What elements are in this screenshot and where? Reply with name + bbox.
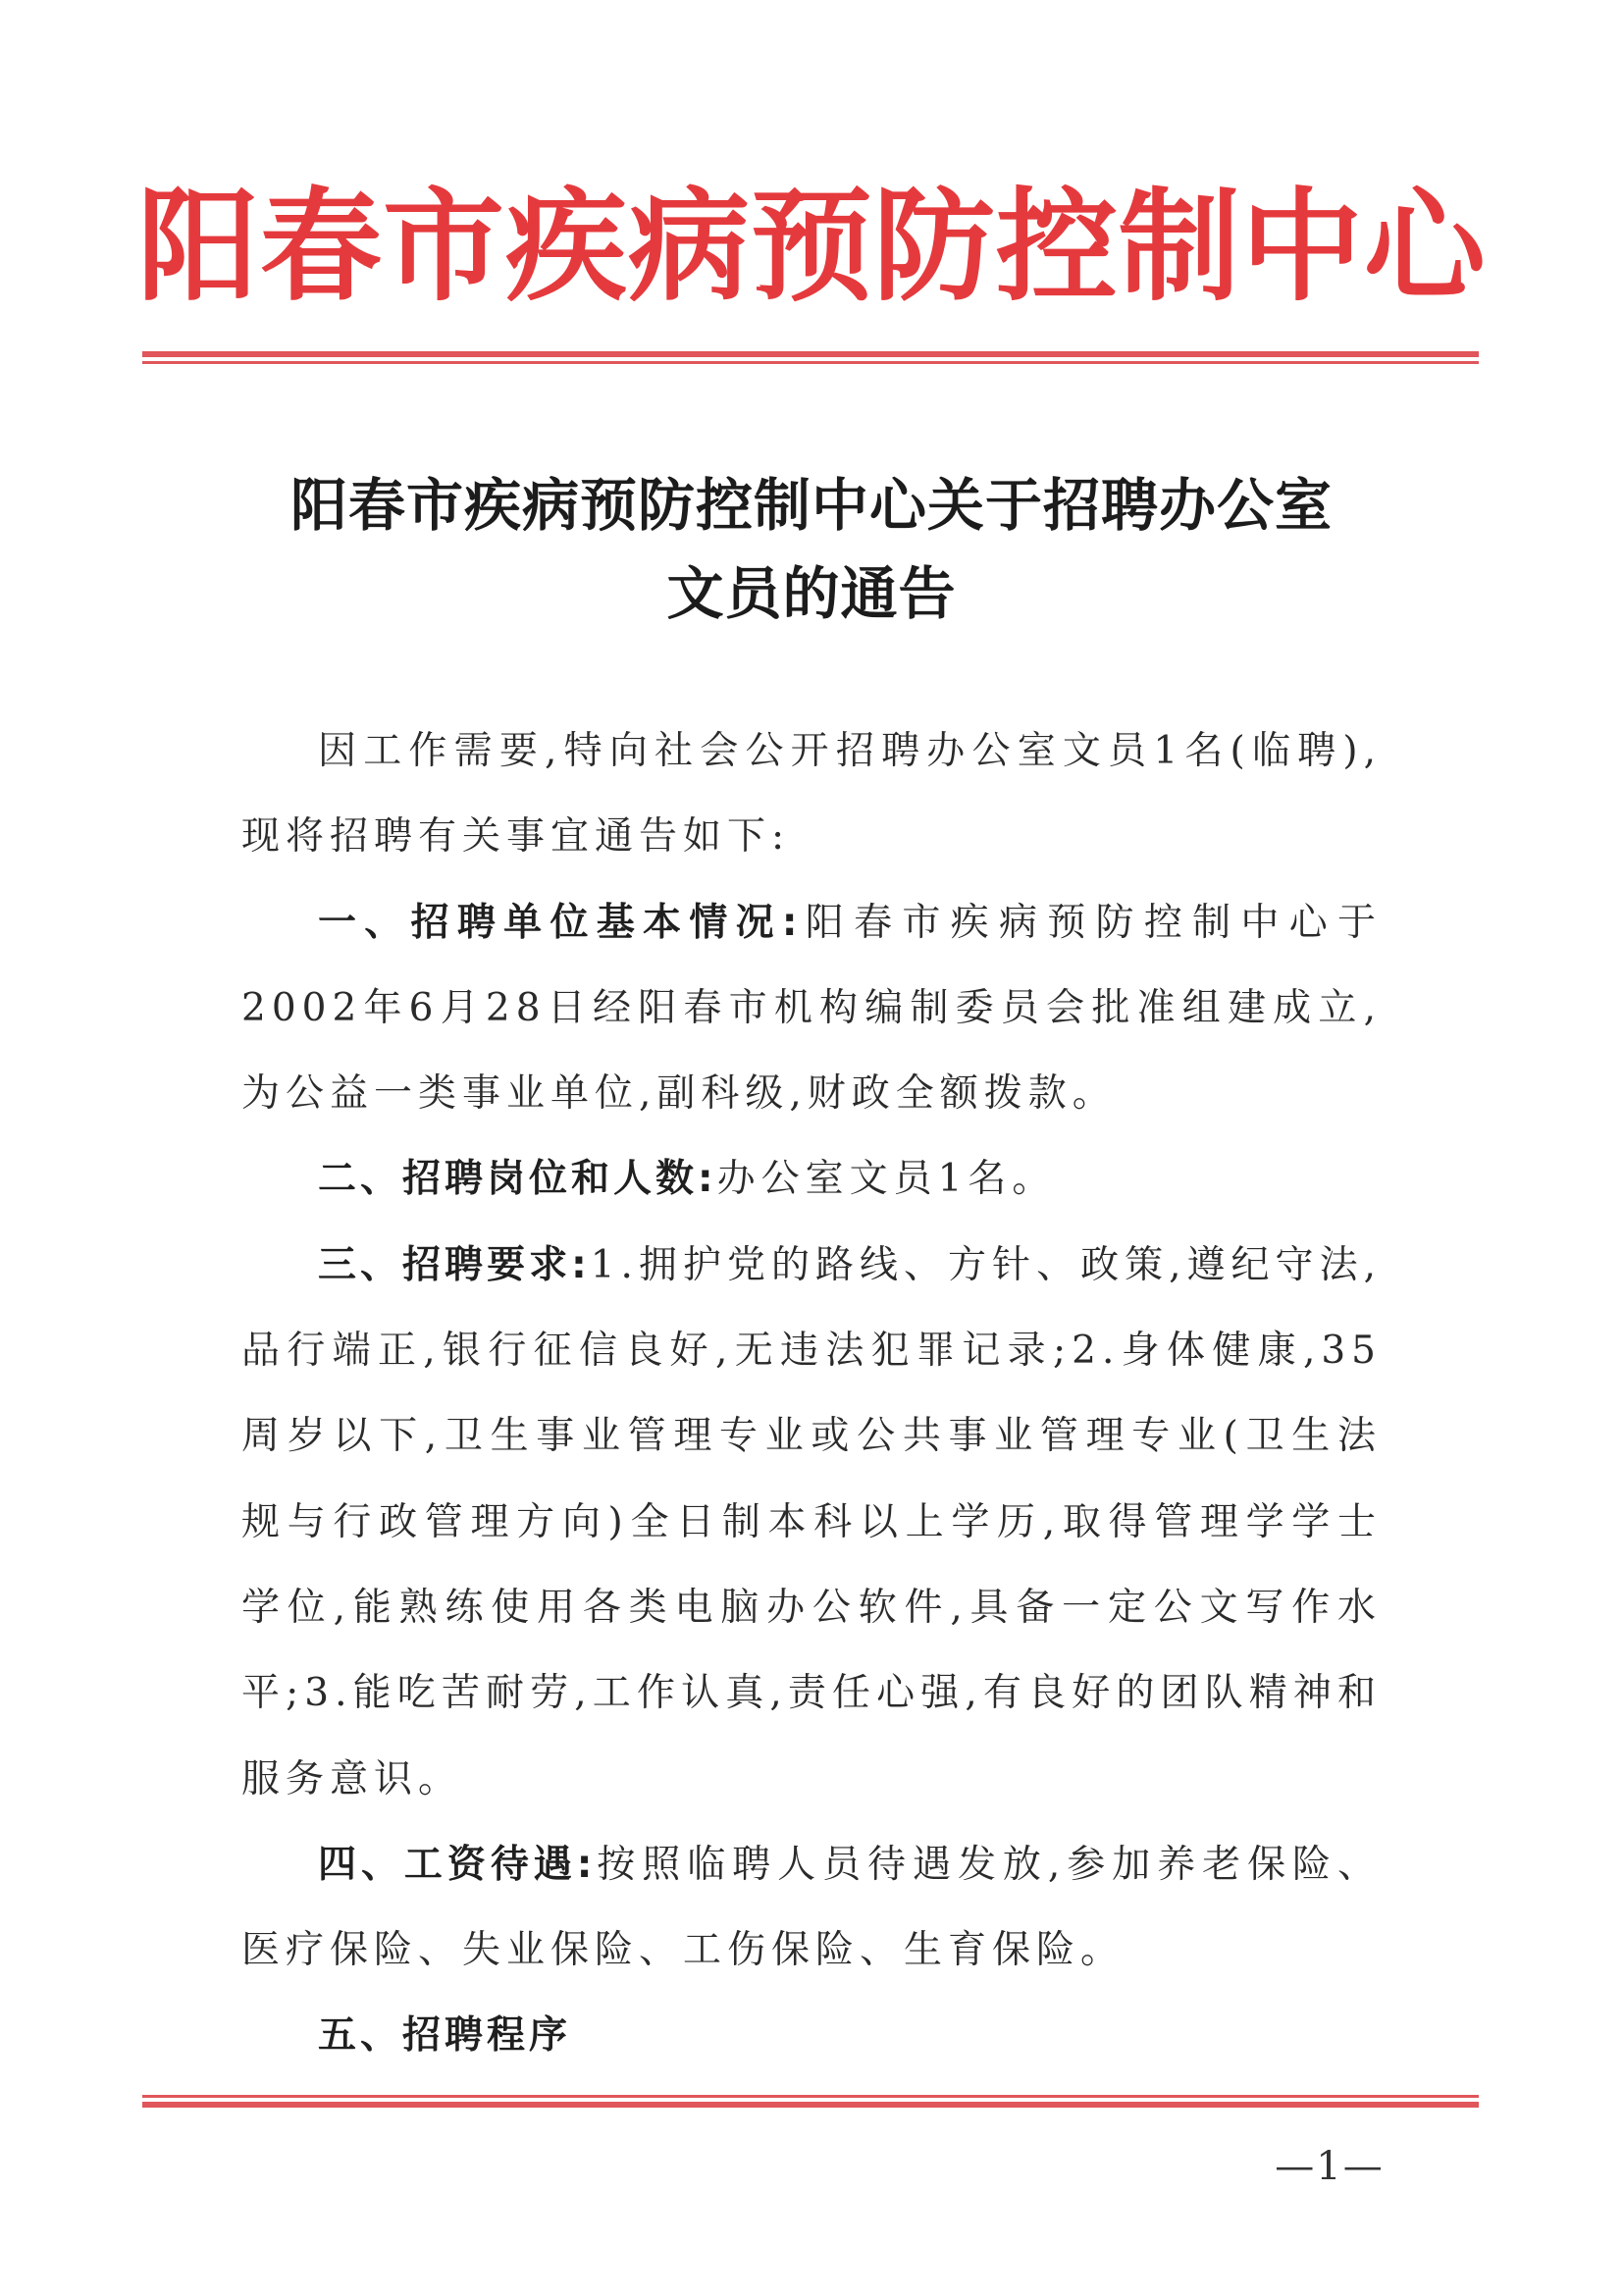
- masthead-char: 中: [1240, 176, 1363, 318]
- masthead-char: 控: [995, 176, 1118, 318]
- masthead-char: 春: [259, 176, 382, 318]
- section-1-paragraph: [241, 880, 1382, 1137]
- masthead: [137, 169, 1486, 326]
- document-title-line-2: 文员的通告: [666, 560, 957, 627]
- red-rule-thin-line: [142, 361, 1479, 364]
- section-2-heading: 二、招聘岗位和人数:: [318, 1157, 717, 1202]
- document-body: [241, 708, 1382, 2079]
- section-2-text: 办公室文员1名。: [716, 1157, 1057, 1202]
- page-number: —1—: [1275, 2144, 1385, 2189]
- masthead-char: 疾: [504, 176, 627, 318]
- section-5-heading: 五、招聘程序: [318, 2013, 572, 2059]
- intro-paragraph: 因工作需要,特向社会公开招聘办公室文员1名(临聘),现将招聘有关事宜通告如下:: [241, 729, 1382, 860]
- masthead-char: 阳: [137, 176, 260, 318]
- section-3-text: 1.拥护党的路线、方针、政策,遵纪守法,品行端正,银行征信良好,无违法犯罪记录;2.身体健康,35周岁以下,卫生事业管理专业或公共事业管理专业(卫生法规与行政管理方向)全日制本科以上学历,取得管理学学士学位,能熟练使用各类电脑办公软件,具备一定公文写作水平;3.能吃苦耐劳,工作认真,责任心强,有良好的团队精神和服务意识。: [241, 1242, 1382, 1801]
- masthead-char: 预: [750, 176, 872, 318]
- footer-red-rule: [142, 2095, 1479, 2109]
- document-title-line-1: 阳春市疾病预防控制中心关于招聘办公室: [289, 472, 1333, 539]
- masthead-char: 病: [627, 176, 750, 318]
- section-1-text: 阳春市疾病预防控制中心于2002年6月28日经阳春市机构编制委员会批准组建成立,为公益一类事业单位,副科级,财政全额拨款。: [241, 900, 1382, 1117]
- section-4-text: 按照临聘人员待遇发放,参加养老保险、医疗保险、失业保险、工伤保险、生育保险。: [241, 1842, 1382, 1973]
- section-4-heading: 四、工资待遇:: [318, 1842, 597, 1887]
- red-rule-thick-line: [142, 2102, 1479, 2108]
- section-2-paragraph: [241, 1136, 1382, 1222]
- masthead-char: 制: [1118, 176, 1240, 318]
- section-4-paragraph: [241, 1822, 1382, 1994]
- masthead-char: 市: [382, 176, 504, 318]
- section-3-heading: 三、招聘要求:: [318, 1242, 591, 1287]
- section-1-heading: 一、招聘单位基本情况:: [318, 900, 802, 945]
- red-rule-thin-line: [142, 2095, 1479, 2098]
- masthead-red-rule: [142, 351, 1479, 365]
- masthead-char: 心: [1363, 176, 1486, 318]
- red-rule-thick-line: [142, 351, 1479, 357]
- masthead-char: 防: [872, 176, 995, 318]
- section-3-paragraph: [241, 1223, 1382, 1822]
- section-5-paragraph: [241, 1993, 1382, 2078]
